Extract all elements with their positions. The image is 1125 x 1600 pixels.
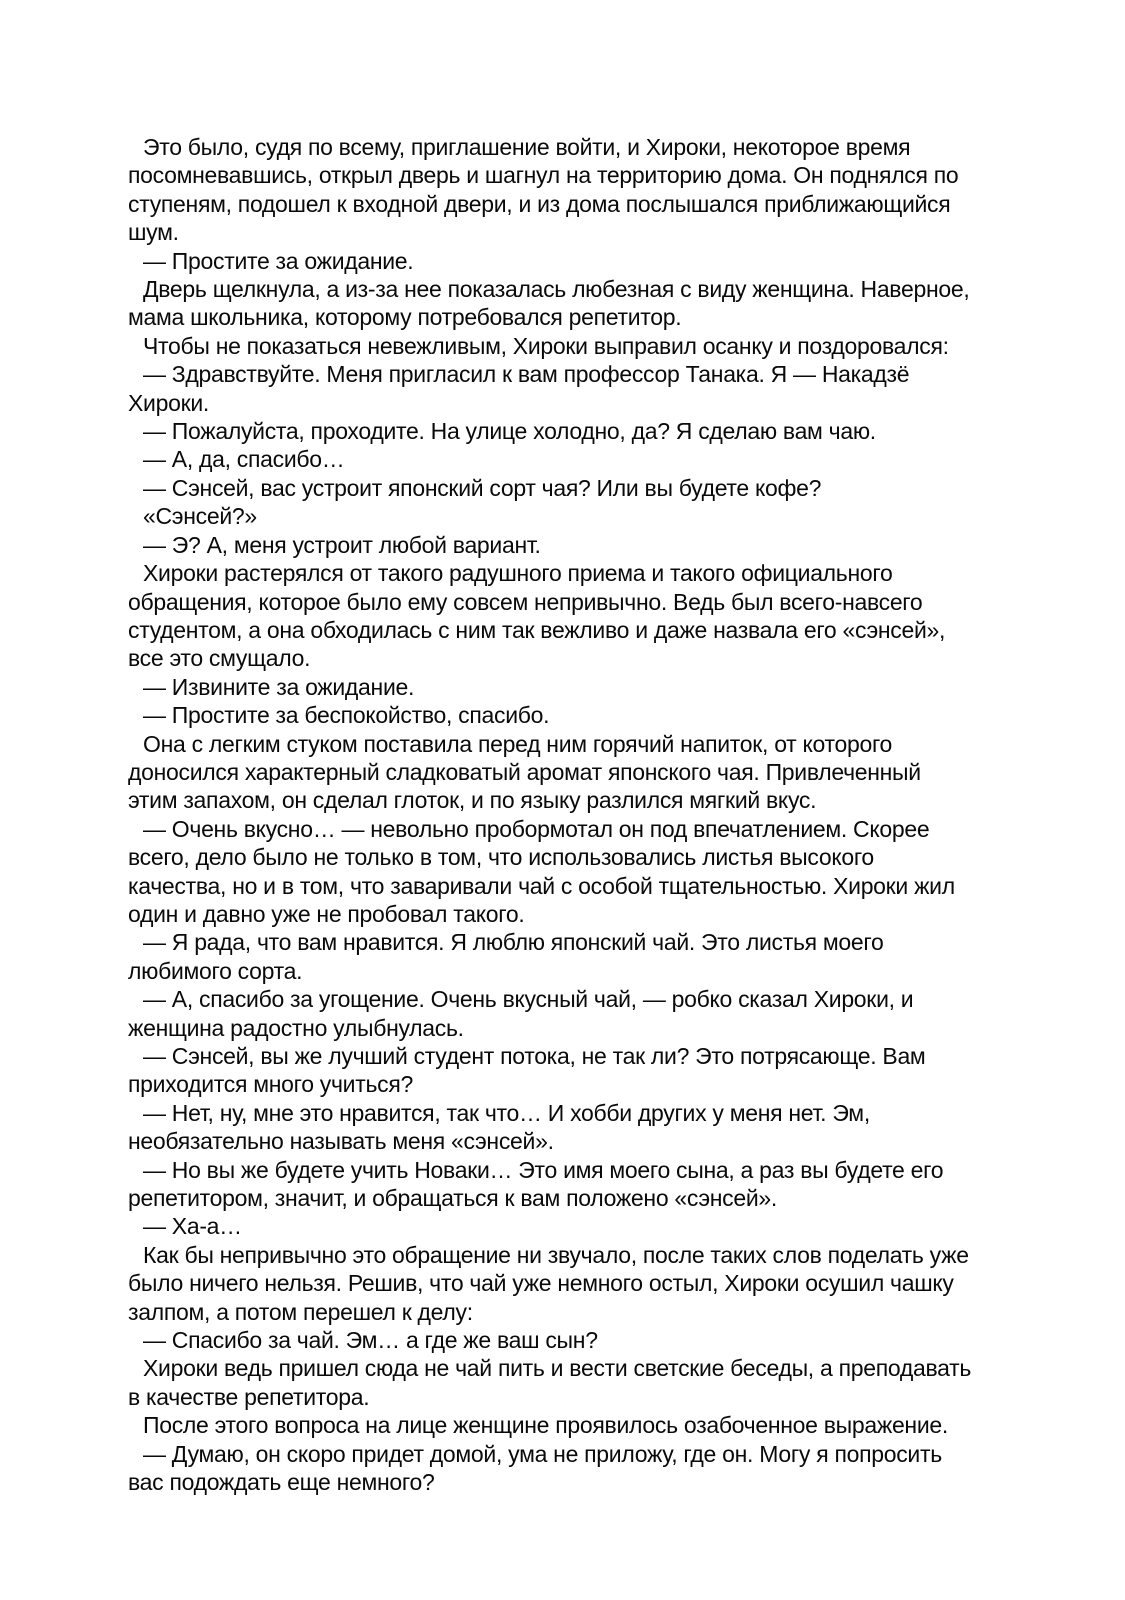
paragraph xyxy=(128,1156,1008,1213)
text-line: посомневавшись, открыл дверь и шагнул на территорию дома. Он поднялся по xyxy=(128,162,959,189)
paragraph xyxy=(128,133,1008,247)
text-line: вас подождать еще немного? xyxy=(128,1469,435,1496)
paragraph xyxy=(128,332,1008,360)
text-line: залпом, а потом перешел к делу: xyxy=(128,1298,473,1325)
text-line: — Извините за ожидание. xyxy=(143,673,415,700)
text-line: — Здравствуйте. Меня пригласил к вам профессор Танака. Я — Накадзё xyxy=(143,361,910,388)
text-line: После этого вопроса на лице женщине проявилось озабоченное выражение. xyxy=(143,1412,948,1439)
paragraph xyxy=(128,815,1008,929)
text-line: — А, да, спасибо… xyxy=(143,446,345,473)
text-line: «Сэнсей?» xyxy=(143,503,257,530)
paragraph xyxy=(128,1411,1008,1439)
text-line: репетитором, значит, и обращаться к вам положено «сэнсей». xyxy=(128,1185,778,1212)
text-line: доносился характерный сладковатый аромат японского чая. Привлеченный xyxy=(128,758,921,785)
text-line: Хироки. xyxy=(128,389,209,416)
paragraph xyxy=(128,417,1008,445)
text-line: всего, дело было не только в том, что использовались листья высокого xyxy=(128,844,874,871)
paragraph xyxy=(128,247,1008,275)
paragraph xyxy=(128,559,1008,673)
text-line: — Простите за беспокойство, спасибо. xyxy=(143,702,550,729)
text-line: — Ха-а… xyxy=(143,1213,242,1240)
paragraph xyxy=(128,673,1008,701)
paragraph xyxy=(128,1212,1008,1240)
paragraph xyxy=(128,474,1008,502)
text-line: Чтобы не показаться невежливым, Хироки выправил осанку и поздоровался: xyxy=(143,332,949,359)
paragraph xyxy=(128,730,1008,815)
text-line: качества, но и в том, что заваривали чай с особой тщательностью. Хироки жил xyxy=(128,872,955,899)
text-line: Это было, судя по всему, приглашение войти, и Хироки, некоторое время xyxy=(143,134,911,160)
text-line: шум. xyxy=(128,219,179,246)
paragraph xyxy=(128,275,1008,332)
text-line: — Простите за ожидание. xyxy=(143,247,414,274)
text-block xyxy=(128,133,1008,1497)
text-line: — Сэнсей, вас устроит японский сорт чая? Или вы будете кофе? xyxy=(143,474,822,501)
text-line: ступеням, подошел к входной двери, и из дома послышался приближающийся xyxy=(128,190,951,217)
paragraph xyxy=(128,360,1008,417)
paragraph xyxy=(128,531,1008,559)
text-line: студентом, а она обходилась с ним так вежливо и даже назвала его «сэнсей», xyxy=(128,616,946,643)
text-line: этим запахом, он сделал глоток, и по языку разлился мягкий вкус. xyxy=(128,787,817,814)
text-line: — Нет, ну, мне это нравится, так что… И хобби других у меня нет. Эм, xyxy=(143,1099,870,1126)
text-line: — Я рада, что вам нравится. Я люблю японский чай. Это листья моего xyxy=(143,929,884,956)
text-line: женщина радостно улыбнулась. xyxy=(128,1014,464,1041)
paragraph xyxy=(128,1354,1008,1411)
paragraph xyxy=(128,445,1008,473)
text-line: — Спасибо за чай. Эм… а где же ваш сын? xyxy=(143,1327,598,1354)
text-line: — Думаю, он скоро придет домой, ума не приложу, где он. Могу я попросить xyxy=(143,1440,942,1467)
text-line: обращения, которое было ему совсем непривычно. Ведь был всего-навсего xyxy=(128,588,923,615)
text-line: Как бы непривычно это обращение ни звучало, после таких слов поделать уже xyxy=(143,1241,969,1268)
text-line: — Пожалуйста, проходите. На улице холодно, да? Я сделаю вам чаю. xyxy=(143,418,876,445)
paragraph xyxy=(128,1099,1008,1156)
paragraph xyxy=(128,1326,1008,1354)
text-line: в качестве репетитора. xyxy=(128,1383,370,1410)
text-line: все это смущало. xyxy=(128,645,311,672)
text-line: любимого сорта. xyxy=(128,957,303,984)
paragraph xyxy=(128,1440,1008,1497)
text-line: — Но вы же будете учить Новаки… Это имя моего сына, а раз вы будете его xyxy=(143,1156,944,1183)
text-line: Хироки растерялся от такого радушного приема и такого официального xyxy=(143,560,893,587)
paragraph xyxy=(128,1241,1008,1326)
text-line: Хироки ведь пришел сюда не чай пить и вести светские беседы, а преподавать xyxy=(143,1355,972,1382)
text-line: Дверь щелкнула, а из-за нее показалась любезная с виду женщина. Наверное, xyxy=(143,276,970,303)
text-line: мама школьника, которому потребовался репетитор. xyxy=(128,304,682,331)
text-line: приходится много учиться? xyxy=(128,1071,413,1098)
paragraph xyxy=(128,1042,1008,1099)
text-line: — Э? А, меня устроит любой вариант. xyxy=(143,531,541,558)
text-line: один и давно уже не пробовал такого. xyxy=(128,900,525,927)
paragraph xyxy=(128,502,1008,530)
text-line: — А, спасибо за угощение. Очень вкусный чай, — робко сказал Хироки, и xyxy=(143,986,914,1013)
text-line: — Сэнсей, вы же лучший студент потока, не так ли? Это потрясающе. Вам xyxy=(143,1043,926,1069)
text-line: необязательно называть меня «сэнсей». xyxy=(128,1128,554,1155)
paragraph xyxy=(128,985,1008,1042)
paragraph xyxy=(128,701,1008,729)
text-line: было ничего нельзя. Решив, что чай уже немного остыл, Хироки осушил чашку xyxy=(128,1270,954,1297)
text-line: — Очень вкусно… — невольно пробормотал он под впечатлением. Скорее xyxy=(143,815,930,842)
text-line: Она с легким стуком поставила перед ним горячий напиток, от которого xyxy=(143,730,893,757)
paragraph xyxy=(128,928,1008,985)
